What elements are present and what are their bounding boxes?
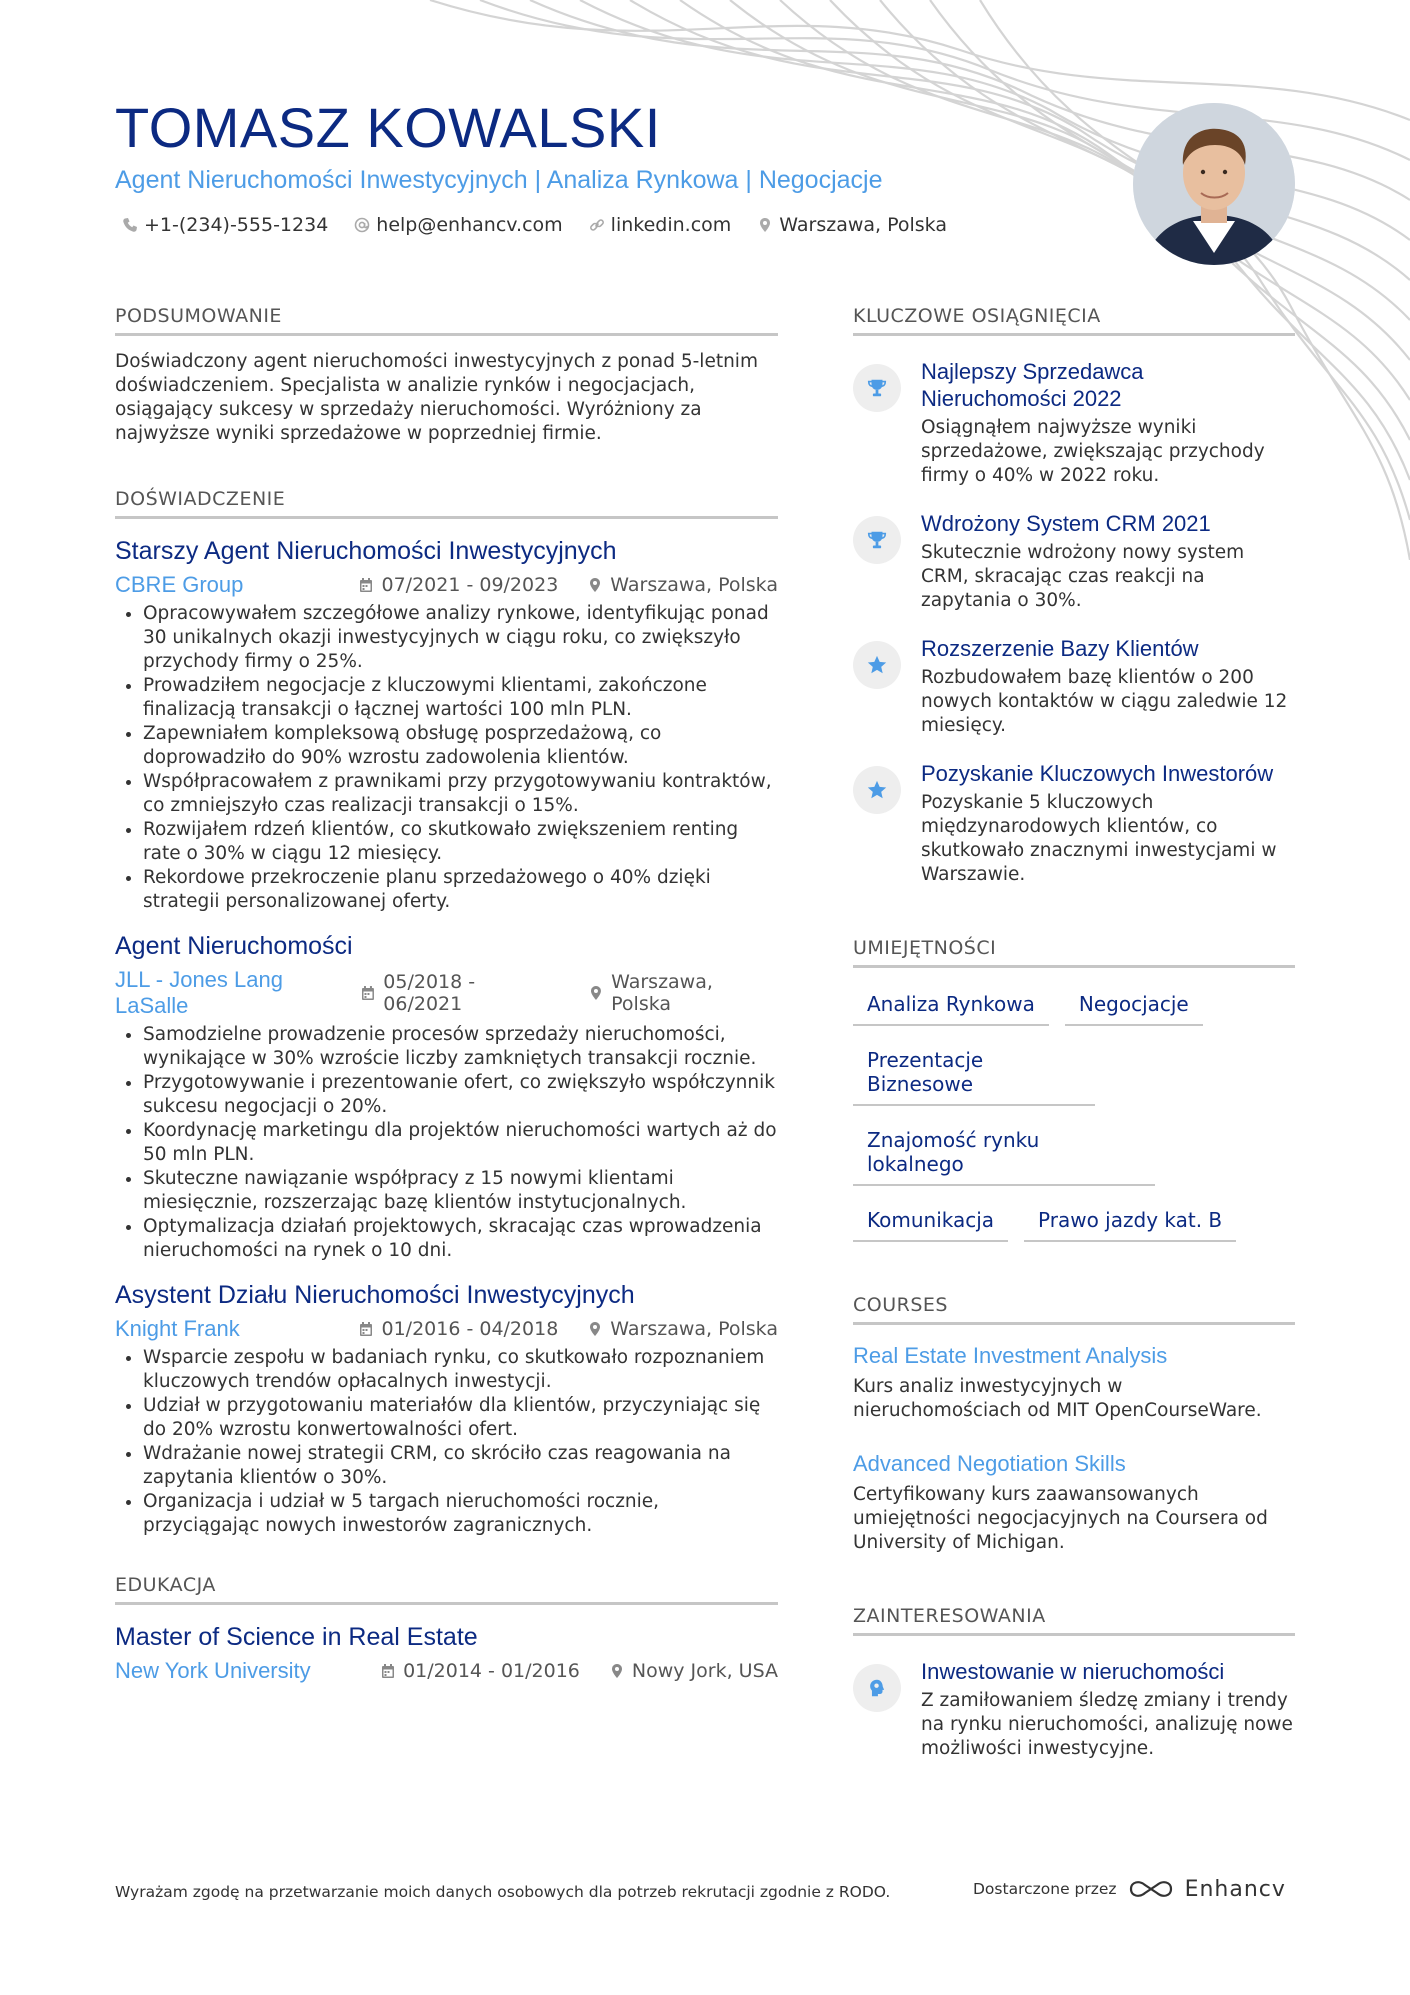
course-item (853, 1343, 1295, 1423)
location-pin-icon (610, 1663, 624, 1679)
interest-item (853, 1658, 1295, 1761)
bullet: • Udział w przygotowaniu materiałów dla klientów, przyczyniając się do 20% wzrostu konwertowalności ofert. (143, 1394, 778, 1442)
job-dates-text: 05/2018 - 06/2021 (383, 971, 476, 1015)
star-icon (866, 779, 888, 801)
right-column (853, 305, 1295, 1803)
company-name: JLL - Jones Lang LaSalle (115, 967, 283, 1018)
courses-heading: COURSES (853, 1294, 1295, 1325)
education-heading: EDUKACJA (115, 1574, 778, 1605)
bullet: • Optymalizacja działań projektowych, skracając czas wprowadzenia nieruchomości na rynek o 10 dni. (143, 1215, 778, 1263)
job-entry (115, 932, 778, 1263)
bullet: • Współpracowałem z prawnikami przy przygotowywaniu kontraktów, co zmniejszyło czas realizacji transakcji o 15%. (143, 770, 778, 818)
job-dates (361, 971, 559, 1015)
trophy-icon (866, 377, 888, 399)
job-location-text: Warszawa, Polska (610, 1318, 778, 1340)
degree-title: Master of Science in Real Estate (115, 1623, 478, 1651)
bullet: • Wdrażanie nowej strategii CRM, co skróciło czas reagowania na zapytania klientów o 30%. (143, 1442, 778, 1490)
summary-section (115, 305, 778, 446)
brand-name: Enhancv (1184, 1876, 1286, 1902)
summary-text: Doświadczony agent nieruchomości inwestycyjnych z ponad 5-letnim doświadczeniem. Specjalista w analizie rynków i negocjacjach, osiągający sukcesy w sprzedaży nieruchomości. Wyróżniony za najwyższe wyniki sprzedażowe w poprzedniej firmie. (115, 351, 758, 444)
star-icon (866, 654, 888, 676)
bullet: • Organizacja i udział w 5 targach nieruchomości rocznie, przyciągając nowych inwestorów zagranicznych. (143, 1490, 778, 1538)
location-pin-icon (589, 985, 603, 1001)
bullet: • Zapewniałem kompleksową obsługę posprzedażową, co doprowadziło do 90% wzrostu zadowolenia klientów. (143, 722, 778, 770)
job-dates (359, 574, 558, 596)
email-text: help@enhancv.com (376, 214, 563, 236)
phone-icon (122, 217, 138, 233)
education-entry (115, 1623, 778, 1684)
education-dates (381, 1660, 580, 1682)
skill-tag: Analiza Rynkowa (853, 990, 1049, 1026)
trophy-icon (866, 529, 888, 551)
enhancv-logo-icon (1127, 1876, 1175, 1902)
job-bullets (115, 1346, 778, 1538)
job-bullets (115, 602, 778, 914)
job-title: Agent Nieruchomości (115, 932, 353, 960)
link-icon (589, 217, 605, 233)
bullet: • Rekordowe przekroczenie planu sprzedażowego o 40% dzięki strategii personalizowanej oferty. (143, 866, 778, 914)
job-entry (115, 1281, 778, 1538)
course-item (853, 1451, 1295, 1555)
powered-by[interactable] (973, 1876, 1286, 1902)
at-icon (354, 217, 370, 233)
skills-section (853, 937, 1295, 1242)
company-name: CBRE Group (115, 572, 244, 597)
summary-heading: PODSUMOWANIE (115, 305, 778, 336)
bullet: • Rozwijałem rdzeń klientów, co skutkowało zwiększeniem renting rate o 30% w ciągu 12 miesięcy. (143, 818, 778, 866)
contact-linkedin[interactable] (589, 214, 732, 236)
job-bullets (115, 1023, 778, 1263)
job-location (589, 971, 778, 1015)
job-dates-text: 07/2021 - 09/2023 (381, 574, 559, 596)
achievement-title: Najlepszy Sprzedawca Nieruchomości 2022 (921, 359, 1144, 411)
achievement-title: Pozyskanie Kluczowych Inwestorów (921, 761, 1274, 786)
interest-title: Inwestowanie w nieruchomości (921, 1659, 1225, 1684)
achievement-item (853, 510, 1295, 613)
education-dates-text: 01/2014 - 01/2016 (403, 1660, 580, 1682)
education-location (610, 1660, 778, 1682)
powered-by-text: Dostarczone przez (973, 1880, 1117, 1898)
job-title: Starszy Agent Nieruchomości Inwestycyjnych (115, 537, 617, 565)
bullet: • Skuteczne nawiązanie współpracy z 15 nowymi klientami miesięcznie, rozszerzając bazę klientów instytucjonalnych. (143, 1167, 778, 1215)
achievement-desc: Rozbudowałem bazę klientów o 200 nowych kontaktów w ciągu zaledwie 12 miesięcy. (921, 667, 1288, 736)
achievement-item (853, 760, 1295, 887)
skill-tag: Negocjacje (1065, 990, 1203, 1026)
contact-bar (122, 214, 947, 236)
bullet: • Przygotowywanie i prezentowanie ofert, co zwiększyło współczynnik sukcesu negocjacji o 20%. (143, 1071, 778, 1119)
candidate-name: TOMASZ KOWALSKI (115, 96, 661, 159)
bullet: • Wsparcie zespołu w badaniach rynku, co skutkowało rozpoznaniem kluczowych trendów opłacalnych inwestycji. (143, 1346, 778, 1394)
skills-heading: UMIEJĘTNOŚCI (853, 937, 1295, 968)
job-title: Asystent Działu Nieruchomości Inwestycyjnych (115, 1281, 635, 1309)
job-dates (359, 1318, 558, 1340)
contact-email[interactable] (354, 214, 562, 236)
course-desc: Certyfikowany kurs zaawansowanych umiejętności negocjacyjnych na Coursera od University of Michigan. (853, 1484, 1268, 1553)
achievement-item (853, 358, 1295, 488)
skills-list (853, 990, 1295, 1242)
bullet: • Prowadziłem negocjacje z kluczowymi klientami, zakończone finalizacją transakcji o łącznej wartości 100 mln PLN. (143, 674, 778, 722)
bullet: • Samodzielne prowadzenie procesów sprzedaży nieruchomości, wynikające w 30% wzroście liczby zamkniętych transakcji rocznie. (143, 1023, 778, 1071)
skill-tag: Znajomość rynku lokalnego (853, 1126, 1155, 1186)
profile-photo (1133, 103, 1295, 265)
location-text: Warszawa, Polska (779, 214, 947, 236)
calendar-icon (381, 1663, 395, 1679)
location-pin-icon (757, 217, 773, 233)
course-title: Real Estate Investment Analysis (853, 1343, 1168, 1368)
brain-icon (866, 1677, 888, 1699)
education-location-text: Nowy Jork, USA (631, 1660, 778, 1682)
job-entry (115, 537, 778, 914)
achievement-item (853, 635, 1295, 738)
left-column (115, 305, 778, 1726)
calendar-icon (359, 1321, 373, 1337)
experience-section (115, 488, 778, 1538)
location-pin-icon (588, 577, 602, 593)
location-pin-icon (588, 1321, 602, 1337)
achievement-desc: Osiągnąłem najwyższe wyniki sprzedażowe, zwiększając przychody firmy o 40% w 2022 roku. (921, 417, 1265, 486)
calendar-icon (361, 985, 375, 1001)
achievement-desc: Skutecznie wdrożony nowy system CRM, skracając czas reakcji na zapytania o 30%. (921, 542, 1245, 611)
gdpr-consent: Wyrażam zgodę na przetwarzanie moich danych osobowych dla potrzeb rekrutacji zgodnie z RODO. (115, 1883, 891, 1901)
contact-phone[interactable] (122, 214, 328, 236)
linkedin-text: linkedin.com (610, 214, 732, 236)
job-dates-text: 01/2016 - 04/2018 (381, 1318, 559, 1340)
course-title: Advanced Negotiation Skills (853, 1451, 1126, 1476)
job-location (588, 574, 778, 596)
company-name: Knight Frank (115, 1316, 240, 1341)
calendar-icon (359, 577, 373, 593)
experience-heading: DOŚWIADCZENIE (115, 488, 778, 519)
skill-tag: Komunikacja (853, 1206, 1008, 1242)
achievements-section (853, 305, 1295, 887)
achievement-desc: Pozyskanie 5 kluczowych międzynarodowych klientów, co skutkowało znacznymi inwestycjami w Warszawie. (921, 792, 1277, 885)
bullet: • Koordynację marketingu dla projektów nieruchomości wartych aż do 50 mln PLN. (143, 1119, 778, 1167)
skill-tag: Prezentacje Biznesowe (853, 1046, 1095, 1106)
headline: Agent Nieruchomości Inwestycyjnych | Analiza Rynkowa | Negocjacje (115, 166, 883, 194)
contact-location (757, 214, 947, 236)
course-desc: Kurs analiz inwestycyjnych w nieruchomościach od MIT OpenCourseWare. (853, 1376, 1262, 1421)
job-location-text: Warszawa, Polska (611, 971, 713, 1015)
phone-text: +1-(234)-555-1234 (144, 214, 329, 236)
interests-section (853, 1605, 1295, 1761)
school-name: New York University (115, 1658, 311, 1683)
interest-desc: Z zamiłowaniem śledzę zmiany i trendy na rynku nieruchomości, analizuję nowe możliwości inwestycyjne. (921, 1690, 1293, 1759)
job-location (588, 1318, 778, 1340)
skill-tag: Prawo jazdy kat. B (1024, 1206, 1236, 1242)
courses-section (853, 1294, 1295, 1555)
education-section (115, 1574, 778, 1684)
bullet: • Opracowywałem szczegółowe analizy rynkowe, identyfikując ponad 30 unikalnych okazji inwestycyjnych w ciągu roku, co zwiększyło przychody firmy o 25%. (143, 602, 778, 674)
interests-heading: ZAINTERESOWANIA (853, 1605, 1295, 1636)
job-location-text: Warszawa, Polska (610, 574, 778, 596)
achievement-title: Wdrożony System CRM 2021 (921, 511, 1211, 536)
achievement-title: Rozszerzenie Bazy Klientów (921, 636, 1199, 661)
achievements-heading: KLUCZOWE OSIĄGNIĘCIA (853, 305, 1295, 336)
